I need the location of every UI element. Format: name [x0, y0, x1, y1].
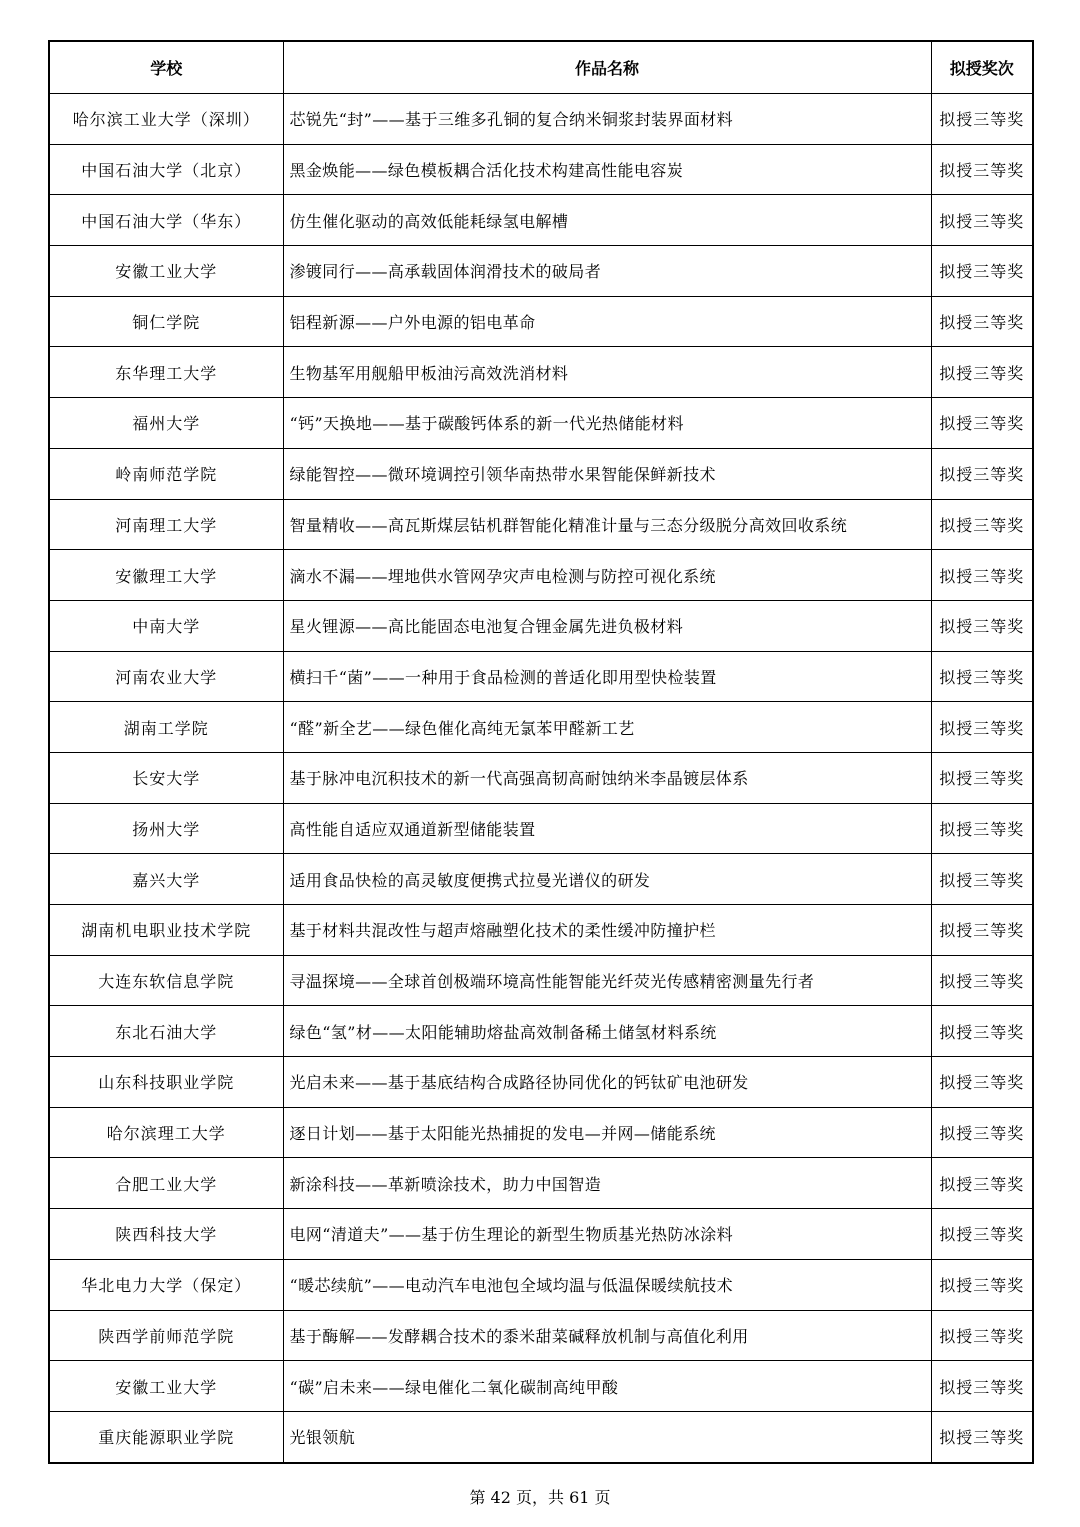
cell-title: 横扫千“菌”——一种用于食品检测的普适化即用型快检装置 [283, 651, 931, 702]
cell-award: 拟授三等奖 [931, 1158, 1033, 1209]
cell-school: 陕西学前师范学院 [49, 1310, 283, 1361]
table-row [49, 803, 1033, 854]
cell-title: 基于脉冲电沉积技术的新一代高强高韧高耐蚀纳米李晶镀层体系 [283, 752, 931, 803]
table-row [49, 448, 1033, 499]
cell-title: 智量精收——高瓦斯煤层钻机群智能化精准计量与三态分级脱分高效回收系统 [283, 499, 931, 550]
cell-title: 适用食品快检的高灵敏度便携式拉曼光谱仪的研发 [283, 854, 931, 905]
table-row [49, 1158, 1033, 1209]
table-row [49, 195, 1033, 246]
cell-award: 拟授三等奖 [931, 600, 1033, 651]
table-row [49, 651, 1033, 702]
cell-title: 光银领航 [283, 1411, 931, 1462]
table-header-row [49, 41, 1033, 94]
cell-award: 拟授三等奖 [931, 499, 1033, 550]
cell-title: 渗镀同行——高承载固体润滑技术的破局者 [283, 246, 931, 297]
table-body [49, 94, 1033, 1463]
cell-school: 岭南师范学院 [49, 448, 283, 499]
cell-title: “醛”新全艺——绿色催化高纯无氯苯甲醛新工艺 [283, 702, 931, 753]
cell-award: 拟授三等奖 [931, 1057, 1033, 1108]
cell-school: 河南农业大学 [49, 651, 283, 702]
cell-title: 仿生催化驱动的高效低能耗绿氢电解槽 [283, 195, 931, 246]
table-row [49, 499, 1033, 550]
cell-award: 拟授三等奖 [931, 1209, 1033, 1260]
cell-school: 哈尔滨工业大学（深圳） [49, 94, 283, 145]
cell-title: 光启未来——基于基底结构合成路径协同优化的钙钛矿电池研发 [283, 1057, 931, 1108]
cell-school: 重庆能源职业学院 [49, 1411, 283, 1462]
page-number: 第 42 页，共 61 页 [469, 1488, 611, 1507]
cell-school: 湖南工学院 [49, 702, 283, 753]
cell-school: 山东科技职业学院 [49, 1057, 283, 1108]
cell-award: 拟授三等奖 [931, 448, 1033, 499]
table-row [49, 1259, 1033, 1310]
table-row [49, 347, 1033, 398]
cell-title: 寻温探境——全球首创极端环境高性能智能光纤荧光传感精密测量先行者 [283, 955, 931, 1006]
cell-award: 拟授三等奖 [931, 1006, 1033, 1057]
cell-school: 安徽工业大学 [49, 246, 283, 297]
cell-title: 绿色“氢”材——太阳能辅助熔盐高效制备稀土储氢材料系统 [283, 1006, 931, 1057]
header-school: 学校 [49, 41, 283, 94]
cell-title: “暖芯续航”——电动汽车电池包全域均温与低温保暖续航技术 [283, 1259, 931, 1310]
cell-award: 拟授三等奖 [931, 854, 1033, 905]
table-row [49, 144, 1033, 195]
table-row [49, 1107, 1033, 1158]
cell-school: 扬州大学 [49, 803, 283, 854]
cell-school: 华北电力大学（保定） [49, 1259, 283, 1310]
table-row [49, 1209, 1033, 1260]
cell-school: 安徽理工大学 [49, 550, 283, 601]
cell-school: 中南大学 [49, 600, 283, 651]
cell-school: 长安大学 [49, 752, 283, 803]
cell-award: 拟授三等奖 [931, 246, 1033, 297]
cell-award: 拟授三等奖 [931, 398, 1033, 449]
awards-table [48, 40, 1034, 1464]
header-award: 拟授奖次 [931, 41, 1033, 94]
cell-school: 河南理工大学 [49, 499, 283, 550]
table-row [49, 955, 1033, 1006]
table-row [49, 1057, 1033, 1108]
cell-title: 新涂科技——革新喷涂技术，助力中国智造 [283, 1158, 931, 1209]
table-row [49, 550, 1033, 601]
document-sheet [48, 40, 1034, 1464]
cell-school: 中国石油大学（华东） [49, 195, 283, 246]
cell-title: 芯锐先“封”——基于三维多孔铜的复合纳米铜浆封装界面材料 [283, 94, 931, 145]
cell-school: 东华理工大学 [49, 347, 283, 398]
cell-title: “钙”天换地——基于碳酸钙体系的新一代光热储能材料 [283, 398, 931, 449]
cell-title: 逐日计划——基于太阳能光热捕捉的发电—并网—储能系统 [283, 1107, 931, 1158]
cell-award: 拟授三等奖 [931, 651, 1033, 702]
table-row [49, 94, 1033, 145]
cell-title: 电网“清道夫”——基于仿生理论的新型生物质基光热防冰涂料 [283, 1209, 931, 1260]
cell-award: 拟授三等奖 [931, 1411, 1033, 1462]
cell-award: 拟授三等奖 [931, 144, 1033, 195]
cell-title: 星火锂源——高比能固态电池复合锂金属先进负极材料 [283, 600, 931, 651]
cell-school: 湖南机电职业技术学院 [49, 905, 283, 956]
table-row [49, 296, 1033, 347]
cell-title: 绿能智控——微环境调控引领华南热带水果智能保鲜新技术 [283, 448, 931, 499]
cell-title: 滴水不漏——埋地供水管网孕灾声电检测与防控可视化系统 [283, 550, 931, 601]
cell-award: 拟授三等奖 [931, 905, 1033, 956]
cell-school: 东北石油大学 [49, 1006, 283, 1057]
table-row [49, 1006, 1033, 1057]
cell-award: 拟授三等奖 [931, 1361, 1033, 1412]
cell-school: 中国石油大学（北京） [49, 144, 283, 195]
table-row [49, 854, 1033, 905]
cell-award: 拟授三等奖 [931, 347, 1033, 398]
cell-title: “碳”启未来——绿电催化二氧化碳制高纯甲酸 [283, 1361, 931, 1412]
cell-award: 拟授三等奖 [931, 803, 1033, 854]
header-title: 作品名称 [283, 41, 931, 94]
cell-award: 拟授三等奖 [931, 195, 1033, 246]
cell-school: 铜仁学院 [49, 296, 283, 347]
cell-school: 合肥工业大学 [49, 1158, 283, 1209]
cell-school: 嘉兴大学 [49, 854, 283, 905]
cell-title: 基于酶解——发酵耦合技术的黍米甜菜碱释放机制与高值化利用 [283, 1310, 931, 1361]
cell-award: 拟授三等奖 [931, 1259, 1033, 1310]
cell-title: 生物基军用舰船甲板油污高效洗消材料 [283, 347, 931, 398]
cell-school: 陕西科技大学 [49, 1209, 283, 1260]
table-row [49, 1361, 1033, 1412]
cell-school: 福州大学 [49, 398, 283, 449]
cell-award: 拟授三等奖 [931, 702, 1033, 753]
table-row [49, 1310, 1033, 1361]
cell-school: 安徽工业大学 [49, 1361, 283, 1412]
cell-award: 拟授三等奖 [931, 955, 1033, 1006]
cell-award: 拟授三等奖 [931, 296, 1033, 347]
table-row [49, 702, 1033, 753]
cell-school: 大连东软信息学院 [49, 955, 283, 1006]
cell-award: 拟授三等奖 [931, 550, 1033, 601]
table-row [49, 752, 1033, 803]
cell-school: 哈尔滨理工大学 [49, 1107, 283, 1158]
table-row [49, 1411, 1033, 1462]
cell-title: 黑金焕能——绿色模板耦合活化技术构建高性能电容炭 [283, 144, 931, 195]
cell-title: 铝程新源——户外电源的铝电革命 [283, 296, 931, 347]
cell-award: 拟授三等奖 [931, 752, 1033, 803]
cell-title: 高性能自适应双通道新型储能装置 [283, 803, 931, 854]
cell-award: 拟授三等奖 [931, 1107, 1033, 1158]
table-row [49, 905, 1033, 956]
cell-title: 基于材料共混改性与超声熔融塑化技术的柔性缓冲防撞护栏 [283, 905, 931, 956]
cell-award: 拟授三等奖 [931, 1310, 1033, 1361]
table-row [49, 398, 1033, 449]
cell-award: 拟授三等奖 [931, 94, 1033, 145]
table-row [49, 600, 1033, 651]
table-row [49, 246, 1033, 297]
